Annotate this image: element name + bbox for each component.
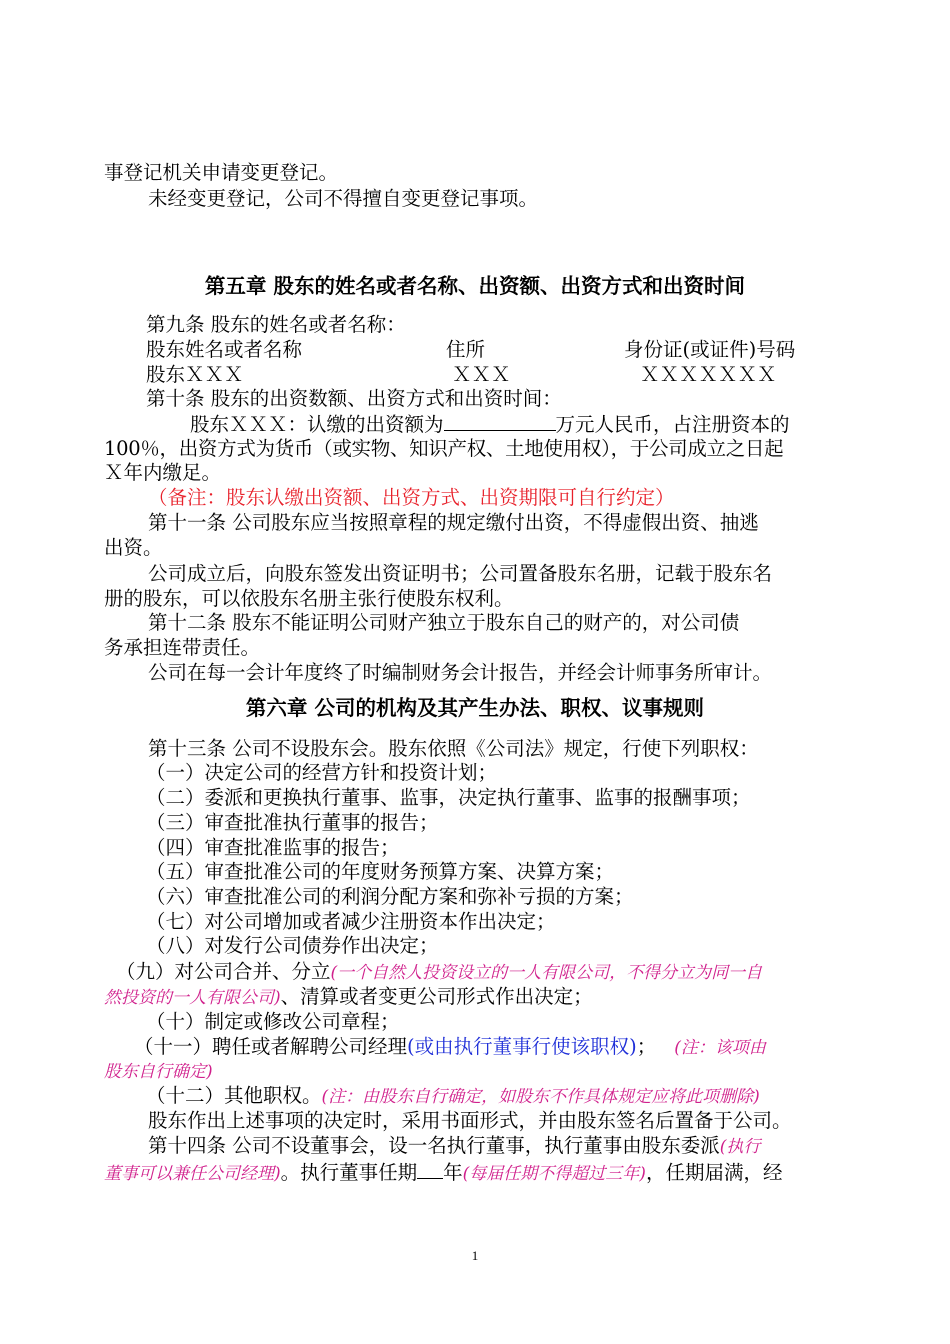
list-item: （三）审查批准执行董事的报告； [146,811,439,834]
article-10: 第十条 股东的出资数额、出资方式和出资时间： [146,387,562,410]
text-span: （十二）其他职权。 [146,1084,322,1107]
note-magenta: (一个自然人投资设立的一人有限公司，不得分立为同一自 [330,963,763,983]
text-line: 事登记机关申请变更登记。 [104,161,339,184]
text-line: 未经变更登记，公司不得擅自变更登记事项。 [148,187,539,210]
table-header-address: 住所 [446,338,486,361]
list-item: （二）委派和更换执行董事、监事，决定执行董事、监事的报酬事项； [146,786,751,809]
article-14 [148,1133,760,1160]
text-line: Ｘ年内缴足。 [104,461,222,484]
text-line [104,984,593,1011]
note-magenta: 董事可以兼任公司经理) [104,1164,281,1184]
note-magenta: (执行 [719,1137,761,1157]
list-item: （六）审查批准公司的利润分配方案和弥补亏损的方案； [146,885,634,908]
text-line: 100％，出资方式为货币（或实物、知识产权、土地使用权），于公司成立之日起 [104,437,784,460]
page-number: 1 [471,1248,479,1263]
article-9: 第九条 股东的姓名或者名称： [146,313,406,336]
text-line: 出资。 [104,536,163,559]
text-span: 年 [443,1161,463,1184]
note-blue: (或由执行董事行使该职权) [407,1035,637,1058]
note-magenta: (注：该项由 [674,1038,766,1058]
list-item: （七）对公司增加或者减少注册资本作出决定； [146,910,556,933]
text-span: ； [636,1035,657,1058]
blank-underline [417,1158,443,1179]
note-magenta: 股东自行确定) [104,1062,213,1082]
text-span: 。执行董事任期 [280,1161,418,1184]
note-magenta: (每届任期不得超过三年) [462,1164,646,1184]
text-line [104,1158,782,1187]
chapter-5-heading: 第五章 股东的姓名或者名称、出资额、出资方式和出资时间 [204,274,746,298]
text-span: 、清算或者变更公司形式作出决定； [280,985,593,1008]
text-span: 股东ＸＸＸ：认缴的出资额为 [190,413,444,436]
list-item: （八）对发行公司债券作出决定； [146,934,439,957]
chapter-6-heading: 第六章 公司的机构及其产生办法、职权、议事规则 [245,696,705,720]
list-item [134,1034,766,1061]
article-12: 第十二条 股东不能证明公司财产独立于股东自己的财产的，对公司债 [148,611,740,634]
note-magenta: (注：由股东自行确定，如股东不作具体规定应将此项删除) [321,1087,760,1107]
table-header-name: 股东姓名或者名称 [146,338,303,361]
text-span: 万元人民币，占注册资本的 [555,413,790,436]
article-13: 第十三条 公司不设股东会。股东依照《公司法》规定，行使下列职权： [148,737,759,760]
text-line: 务承担连带责任。 [104,636,261,659]
text-line: 公司在每一会计年度终了时编制财务会计报告，并经会计师事务所审计。 [148,661,773,684]
note-red: （备注：股东认缴出资额、出资方式、出资期限可自行约定） [148,486,675,509]
list-item [146,1083,760,1110]
list-item: （十）制定或修改公司章程； [146,1010,400,1033]
text-span: （十一）聘任或者解聘公司经理 [134,1035,408,1058]
text-line: 公司成立后，向股东签发出资证明书；公司置备股东名册，记载于股东名 [148,562,773,585]
text-line [104,1058,213,1085]
table-cell-id: ＸＸＸＸＸＸＸ [640,363,777,386]
text-span: 第十四条 公司不设董事会，设一名执行董事，执行董事由股东委派 [148,1134,720,1157]
blank-underline [444,410,556,431]
list-item [116,959,762,986]
text-line: 册的股东，可以依股东名册主张行使股东权利。 [104,587,514,610]
list-item: （五）审查批准公司的年度财务预算方案、决算方案； [146,860,615,883]
text-span: ，任期届满，经 [645,1161,783,1184]
list-item: （一）决定公司的经营方针和投资计划； [146,761,498,784]
article-11: 第十一条 公司股东应当按照章程的规定缴付出资，不得虚假出资、抽逃 [148,511,759,534]
text-span: （九）对公司合并、分立 [116,960,331,983]
table-cell-address: ＸＸＸ [452,363,511,386]
table-header-id: 身份证(或证件)号码 [624,338,796,361]
text-line [190,410,790,438]
text-line: 股东作出上述事项的决定时，采用书面形式，并由股东签名后置备于公司。 [148,1109,792,1132]
list-item: （四）审查批准监事的报告； [146,836,400,859]
note-magenta: 然投资的一人有限公司) [104,988,281,1008]
table-cell-name: 股东ＸＸＸ [146,363,244,386]
